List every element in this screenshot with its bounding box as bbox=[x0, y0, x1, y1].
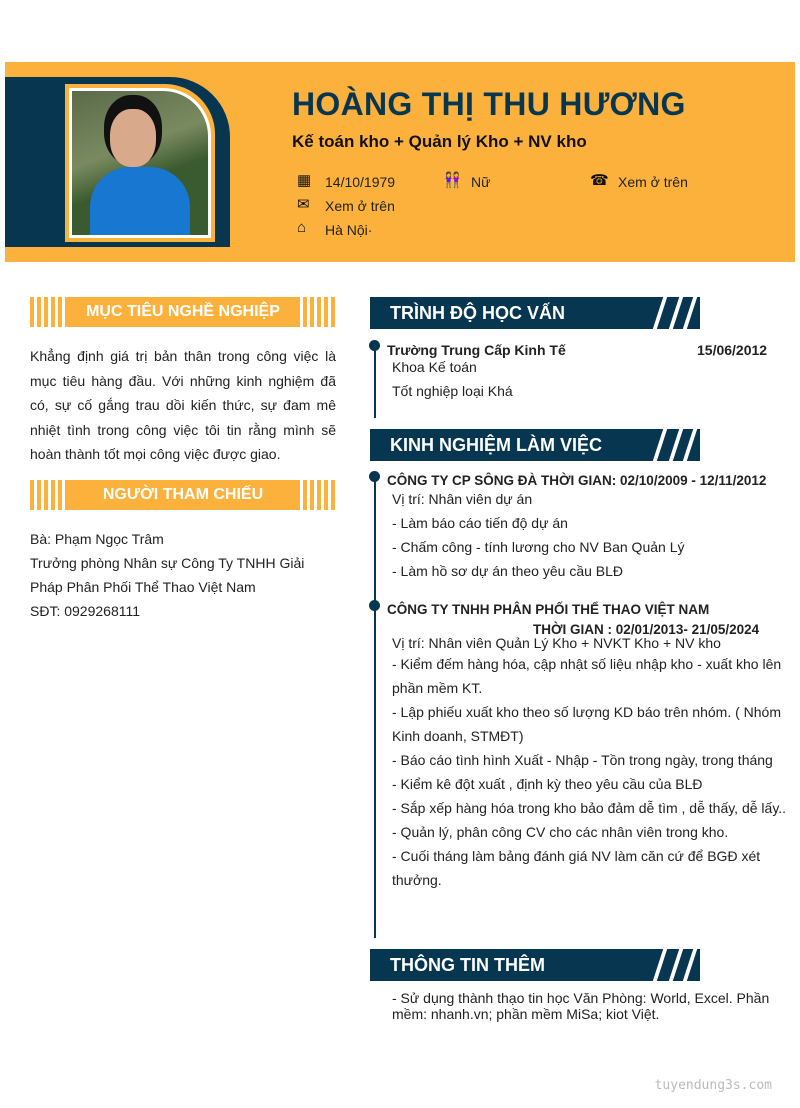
reference-position: Trưởng phòng Nhân sự Công Ty TNHH Giải Pháp Phân Phối Thể Thao Việt Nam bbox=[30, 555, 305, 595]
additional-text: - Sử dụng thành thạo tin học Văn Phòng: World, Excel. Phần mềm: nhanh.vn; phần mềm MiSa; kiot Việt. bbox=[392, 990, 770, 1022]
email: Xem ở trên bbox=[325, 198, 395, 214]
job-details: Vị trí: Nhân viên Quản Lý Kho + NVKT Kho + NV kho - Kiểm đếm hàng hóa, cập nhật số liệu nhập kho - xuất kho lên phần mềm KT. - Lập phiếu xuất kho theo số lượng KD báo trên nhóm. ( Nhóm Kinh doanh, STMĐT) - Báo cáo tình hình Xuất - Nhập - Tồn trong ngày, trong tháng - Kiểm kê đột xuất , định kỳ theo yêu cầu của BLĐ - Sắp xếp hàng hóa trong kho bảo đảm dễ tìm , dễ thấy, dễ lấy.. - Quản lý, phân công CV cho các nhân viên trong kho. - Cuối tháng làm bảng đánh giá NV làm căn cứ để BGĐ xét thưởng. bbox=[392, 635, 787, 888]
cv-header bbox=[5, 62, 795, 262]
job-period: THỜI GIAN : 02/01/2013- 21/05/2024 bbox=[533, 622, 760, 637]
address: Hà Nội· bbox=[325, 222, 373, 238]
job-details: Vị trí: Nhân viên dự án - Làm báo cáo tiến độ dự án - Chấm công - tính lương cho NV Ban Quản Lý - Làm hồ sơ dự án theo yêu cầu BLĐ bbox=[392, 491, 685, 579]
reference-heading: NGƯỜI THAM CHIẾU bbox=[30, 480, 336, 510]
reference-phone: SĐT: 0929268111 bbox=[30, 603, 141, 619]
candidate-name: HOÀNG THỊ THU HƯƠNG bbox=[292, 86, 686, 122]
watermark: tuyendung3s.com bbox=[654, 1078, 772, 1093]
phone: Xem ở trên bbox=[618, 174, 688, 190]
calendar-icon: ▦ bbox=[297, 172, 312, 189]
gender: Nữ bbox=[471, 174, 491, 190]
photo-frame bbox=[65, 84, 215, 242]
reference-block bbox=[30, 527, 340, 623]
job-company: CÔNG TY TNHH PHÂN PHỐI THỂ THAO VIỆT NAM bbox=[387, 602, 710, 617]
timeline-dot bbox=[369, 471, 380, 482]
home-icon: ⌂ bbox=[297, 219, 307, 236]
school-name: Trường Trung Cấp Kinh Tế bbox=[387, 342, 566, 358]
reference-name: Bà: Phạm Ngọc Trâm bbox=[30, 531, 164, 547]
job-title: Kế toán kho + Quản lý Kho + NV kho bbox=[292, 132, 587, 151]
education-details: Khoa Kế toán Tốt nghiệp loại Khá bbox=[392, 359, 513, 399]
graduation-date: 15/06/2012 bbox=[697, 342, 768, 358]
timeline-dot bbox=[369, 600, 380, 611]
birthday: 14/10/1979 bbox=[325, 174, 396, 190]
phone-icon: ☎ bbox=[590, 172, 609, 189]
job-company: CÔNG TY CP SÔNG ĐÀ THỜI GIAN: 02/10/2009 - 12/11/2012 bbox=[387, 473, 767, 488]
experience-heading: KINH NGHIỆM LÀM VIỆC bbox=[370, 429, 700, 461]
objective-heading: MỤC TIÊU NGHỀ NGHIỆP bbox=[30, 297, 336, 327]
education-heading: TRÌNH ĐỘ HỌC VẤN bbox=[370, 297, 700, 329]
profile-photo bbox=[69, 88, 211, 238]
timeline-dot bbox=[369, 340, 380, 351]
gender-icon: 👭 bbox=[443, 172, 462, 189]
additional-heading: THÔNG TIN THÊM bbox=[370, 949, 700, 981]
objective-text: Khẳng định giá trị bản thân trong công việc là mục tiêu hàng đầu. Với những kinh nghiệm đã có, sự cố gắng trau dồi kiến thức, sự đam mê nhiệt tình trong công việc tôi tin rằng mình sẽ hoàn thành tốt mọi công việc được giao. bbox=[30, 348, 336, 462]
email-icon: ✉ bbox=[297, 196, 310, 213]
